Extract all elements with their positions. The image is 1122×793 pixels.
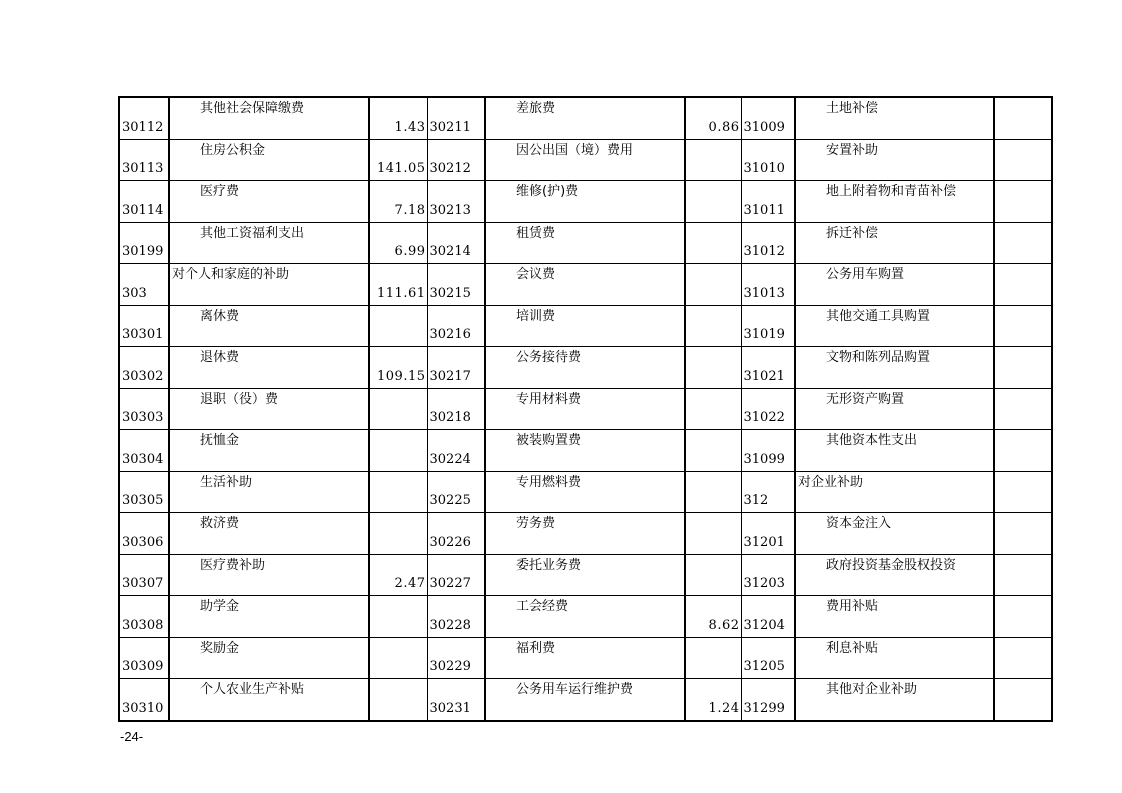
item-name-text: 安置补助 <box>826 142 879 158</box>
item-name <box>795 596 994 638</box>
table-row <box>119 264 1052 306</box>
item-amount: 109.15 <box>369 347 427 389</box>
table-row <box>119 139 1052 181</box>
item-code: 30228 <box>427 596 485 638</box>
item-amount <box>685 388 741 430</box>
table-row <box>119 305 1052 347</box>
item-name-text: 专用燃料费 <box>516 474 582 490</box>
item-amount <box>369 305 427 347</box>
item-name <box>169 305 369 347</box>
item-amount <box>685 637 741 679</box>
item-name-text: 个人农业生产补贴 <box>200 682 305 697</box>
item-code: 30309 <box>119 637 169 679</box>
table-row <box>119 513 1052 555</box>
item-name <box>169 554 369 596</box>
item-name <box>485 139 685 181</box>
item-code: 31011 <box>741 181 795 223</box>
item-code: 31205 <box>741 637 795 679</box>
item-amount <box>685 513 741 555</box>
item-amount: 0.86 <box>685 97 741 139</box>
item-code: 30305 <box>119 471 169 513</box>
item-code: 312 <box>741 471 795 513</box>
table-body <box>119 97 1052 721</box>
item-code: 31201 <box>741 513 795 555</box>
item-name-text: 利息补贴 <box>826 640 879 656</box>
item-name <box>795 222 994 264</box>
item-amount <box>685 264 741 306</box>
item-amount <box>994 97 1052 139</box>
item-amount <box>994 513 1052 555</box>
item-code: 31013 <box>741 264 795 306</box>
item-code: 30224 <box>427 430 485 472</box>
table-row <box>119 388 1052 430</box>
item-code: 30113 <box>119 139 169 181</box>
item-code: 30229 <box>427 637 485 679</box>
item-name-text: 助学金 <box>200 599 240 614</box>
item-name <box>795 305 994 347</box>
table-row <box>119 97 1052 139</box>
item-name <box>795 264 994 306</box>
table-row <box>119 471 1052 513</box>
item-code: 30225 <box>427 471 485 513</box>
item-amount <box>994 596 1052 638</box>
item-name-text: 生活补助 <box>200 474 253 490</box>
item-name-text: 住房公积金 <box>200 142 266 158</box>
item-code: 303 <box>119 264 169 306</box>
item-name <box>485 97 685 139</box>
item-code: 31022 <box>741 388 795 430</box>
table-row <box>119 596 1052 638</box>
item-name <box>169 471 369 513</box>
item-amount <box>369 513 427 555</box>
item-name-text: 差旅费 <box>516 101 556 116</box>
item-code: 31009 <box>741 97 795 139</box>
item-name <box>169 222 369 264</box>
item-amount <box>994 305 1052 347</box>
item-name <box>485 347 685 389</box>
item-name-text: 政府投资基金股权投资 <box>826 557 957 573</box>
item-name-text: 公务接待费 <box>516 350 582 365</box>
item-amount: 6.99 <box>369 222 427 264</box>
item-name-text: 文物和陈列品购置 <box>826 350 931 365</box>
item-amount <box>369 637 427 679</box>
item-name-text: 土地补偿 <box>826 101 879 116</box>
item-code: 31299 <box>741 679 795 721</box>
item-name-text: 拆迁补偿 <box>826 225 879 241</box>
budget-table <box>118 96 1053 722</box>
item-code: 30227 <box>427 554 485 596</box>
item-code: 31203 <box>741 554 795 596</box>
item-amount <box>369 388 427 430</box>
item-code: 30303 <box>119 388 169 430</box>
item-code: 30304 <box>119 430 169 472</box>
item-code: 30226 <box>427 513 485 555</box>
item-name-text: 其他资本性支出 <box>826 433 918 448</box>
item-code: 30310 <box>119 679 169 721</box>
item-amount <box>994 471 1052 513</box>
item-name-text: 退休费 <box>200 350 240 365</box>
item-name <box>485 305 685 347</box>
item-amount <box>685 305 741 347</box>
item-name-text: 公务用车购置 <box>826 267 905 282</box>
item-code: 31204 <box>741 596 795 638</box>
item-name-text: 其他工资福利支出 <box>200 225 305 241</box>
item-name-text: 其他交通工具购置 <box>826 308 931 324</box>
table-row <box>119 430 1052 472</box>
item-amount <box>685 430 741 472</box>
item-name <box>795 347 994 389</box>
item-amount <box>369 679 427 721</box>
item-name <box>169 430 369 472</box>
item-amount <box>994 347 1052 389</box>
item-amount <box>994 430 1052 472</box>
item-amount <box>994 222 1052 264</box>
item-amount <box>369 471 427 513</box>
item-name-text: 维修(护)费 <box>516 184 579 199</box>
item-code: 30216 <box>427 305 485 347</box>
item-name <box>169 181 369 223</box>
item-name-text: 对企业补助 <box>798 474 864 490</box>
item-name-text: 奖励金 <box>200 640 240 656</box>
item-name-text: 劳务费 <box>516 516 556 531</box>
item-name <box>795 97 994 139</box>
page-number: -24- <box>120 729 144 744</box>
item-name <box>169 637 369 679</box>
item-code: 30212 <box>427 139 485 181</box>
item-code: 31010 <box>741 139 795 181</box>
item-amount <box>994 181 1052 223</box>
item-name <box>169 679 369 721</box>
table-row <box>119 679 1052 721</box>
table-row <box>119 554 1052 596</box>
item-code: 30112 <box>119 97 169 139</box>
item-code: 30307 <box>119 554 169 596</box>
item-name-text: 费用补贴 <box>826 599 879 614</box>
item-name <box>795 679 994 721</box>
item-name <box>485 222 685 264</box>
item-name <box>169 97 369 139</box>
item-code: 30213 <box>427 181 485 223</box>
item-name-text: 离休费 <box>200 308 240 324</box>
item-name <box>169 347 369 389</box>
table-row <box>119 347 1052 389</box>
item-amount <box>685 181 741 223</box>
item-name-text: 福利费 <box>516 640 556 656</box>
item-name-text: 退职（役）费 <box>200 391 279 407</box>
item-name <box>485 554 685 596</box>
item-name <box>485 264 685 306</box>
item-name <box>169 596 369 638</box>
item-name-text: 公务用车运行维护费 <box>516 682 634 697</box>
table-row <box>119 181 1052 223</box>
item-name-text: 对个人和家庭的补助 <box>172 267 290 282</box>
item-name-text: 工会经费 <box>516 599 569 614</box>
item-name <box>485 637 685 679</box>
item-amount <box>994 554 1052 596</box>
table-row <box>119 222 1052 264</box>
item-amount <box>369 596 427 638</box>
item-name-text: 抚恤金 <box>200 433 240 448</box>
item-name <box>485 513 685 555</box>
item-code: 31099 <box>741 430 795 472</box>
item-name-text: 专用材料费 <box>516 391 582 407</box>
item-amount <box>994 388 1052 430</box>
item-name <box>485 679 685 721</box>
item-code: 30114 <box>119 181 169 223</box>
item-name-text: 地上附着物和青苗补偿 <box>826 184 957 199</box>
item-amount <box>685 554 741 596</box>
item-amount: 2.47 <box>369 554 427 596</box>
item-name-text: 资本金注入 <box>826 516 892 531</box>
item-amount <box>369 430 427 472</box>
item-name <box>169 513 369 555</box>
item-amount: 1.43 <box>369 97 427 139</box>
item-name-text: 因公出国（境）费用 <box>516 142 634 158</box>
item-code: 30306 <box>119 513 169 555</box>
item-name-text: 无形资产购置 <box>826 391 905 407</box>
item-code: 30211 <box>427 97 485 139</box>
item-code: 30308 <box>119 596 169 638</box>
item-code: 30231 <box>427 679 485 721</box>
item-name <box>485 181 685 223</box>
item-code: 30214 <box>427 222 485 264</box>
item-code: 31021 <box>741 347 795 389</box>
item-amount <box>994 264 1052 306</box>
item-name <box>795 430 994 472</box>
item-name <box>485 430 685 472</box>
item-name <box>795 471 994 513</box>
item-code: 30217 <box>427 347 485 389</box>
item-amount <box>685 471 741 513</box>
item-name-text: 培训费 <box>516 308 556 324</box>
item-amount: 7.18 <box>369 181 427 223</box>
item-amount <box>685 139 741 181</box>
item-name-text: 被装购置费 <box>516 433 582 448</box>
item-code: 30302 <box>119 347 169 389</box>
item-amount: 111.61 <box>369 264 427 306</box>
item-code: 30301 <box>119 305 169 347</box>
item-amount <box>994 637 1052 679</box>
item-amount: 8.62 <box>685 596 741 638</box>
item-name-text: 租赁费 <box>516 225 556 241</box>
item-name-text: 其他社会保障缴费 <box>200 101 305 116</box>
item-name-text: 医疗费 <box>200 184 240 199</box>
item-amount <box>685 347 741 389</box>
item-name <box>169 388 369 430</box>
item-code: 30215 <box>427 264 485 306</box>
item-name-text: 其他对企业补助 <box>826 682 918 697</box>
item-code: 30199 <box>119 222 169 264</box>
item-name <box>485 471 685 513</box>
item-code: 31019 <box>741 305 795 347</box>
item-amount <box>994 139 1052 181</box>
item-name <box>485 388 685 430</box>
item-name <box>169 264 369 306</box>
item-code: 31012 <box>741 222 795 264</box>
item-name <box>795 388 994 430</box>
item-amount <box>685 222 741 264</box>
item-name <box>169 139 369 181</box>
item-name-text: 委托业务费 <box>516 557 582 573</box>
item-amount: 1.24 <box>685 679 741 721</box>
item-name <box>485 596 685 638</box>
item-name <box>795 181 994 223</box>
item-name-text: 救济费 <box>200 516 240 531</box>
item-amount <box>994 679 1052 721</box>
item-name-text: 会议费 <box>516 267 556 282</box>
table-row <box>119 637 1052 679</box>
item-name <box>795 637 994 679</box>
item-name <box>795 513 994 555</box>
item-name-text: 医疗费补助 <box>200 557 266 573</box>
item-code: 30218 <box>427 388 485 430</box>
item-name <box>795 139 994 181</box>
item-name <box>795 554 994 596</box>
item-amount: 141.05 <box>369 139 427 181</box>
